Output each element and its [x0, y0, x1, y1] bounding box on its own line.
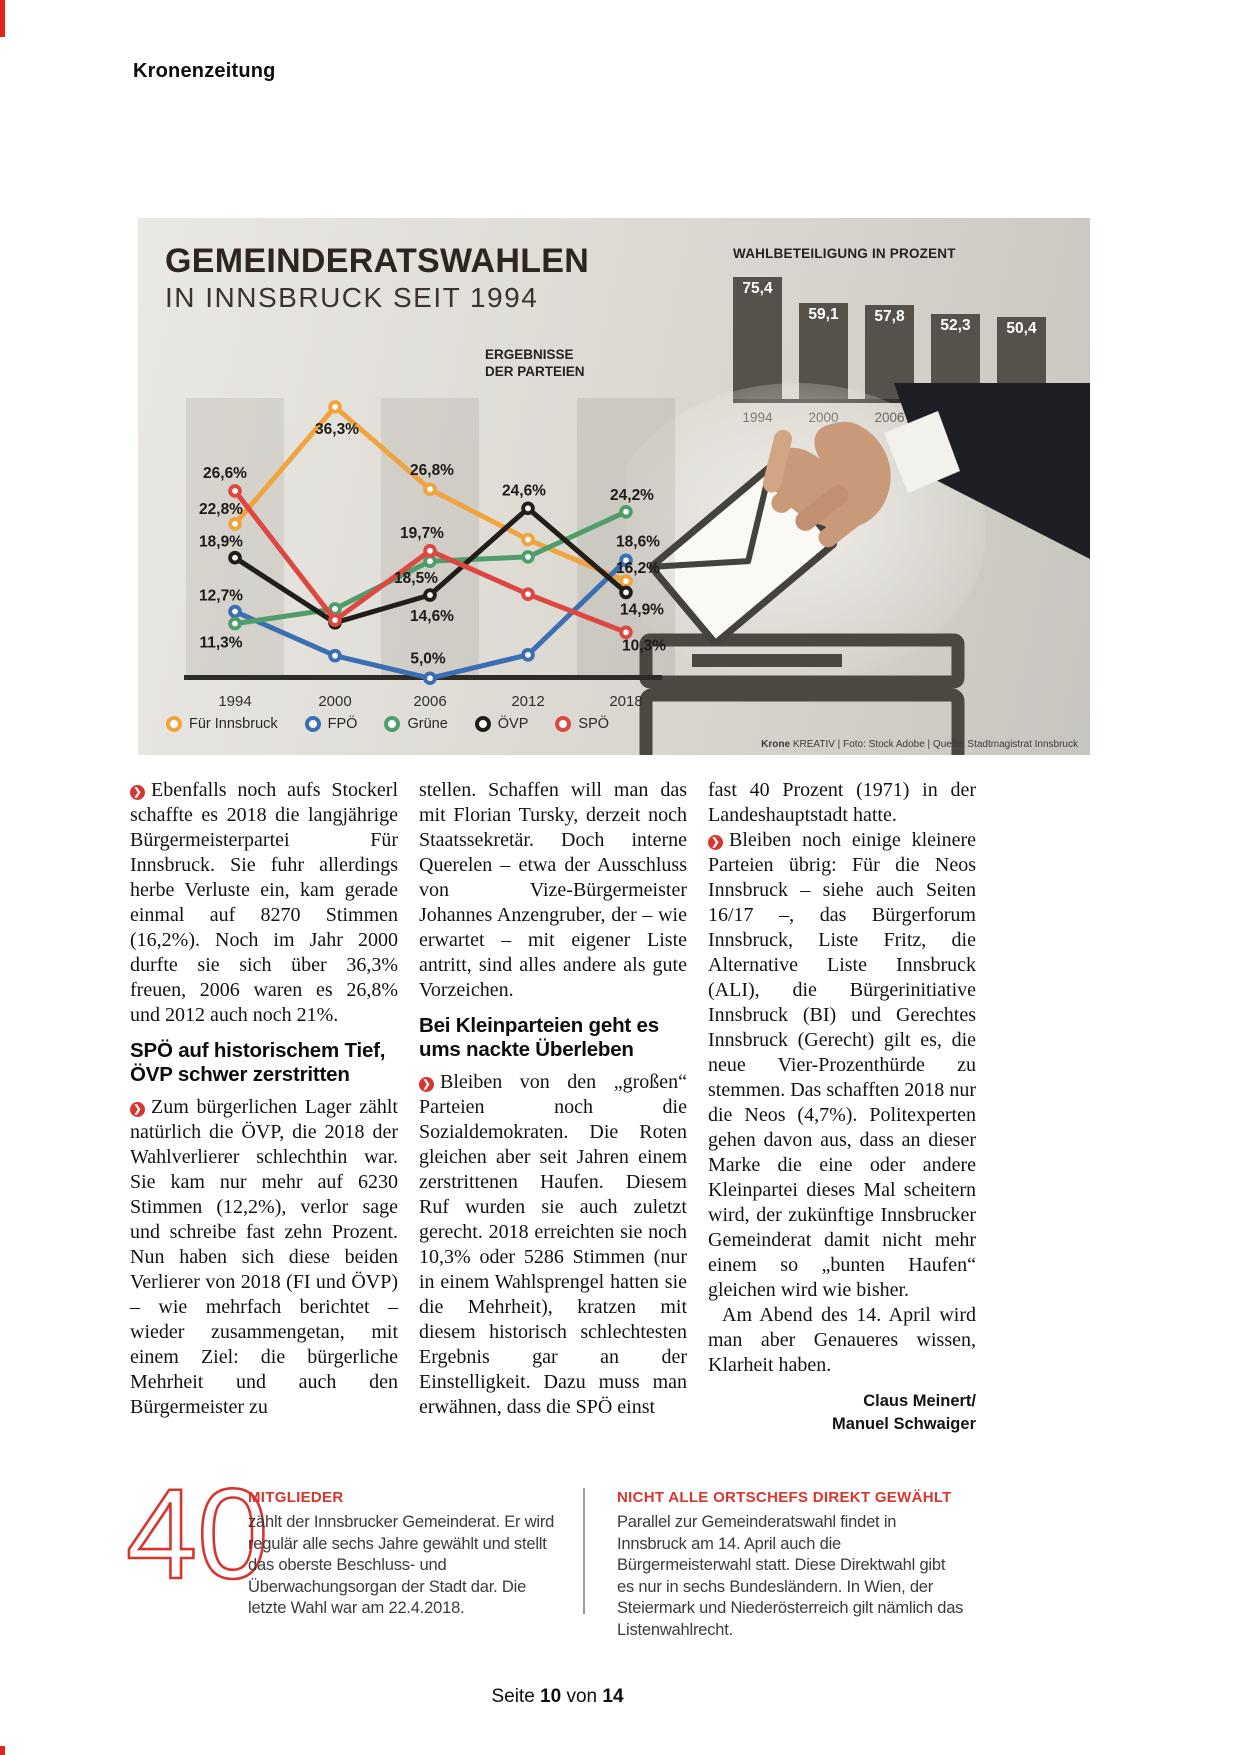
stat-divider [583, 1488, 585, 1614]
page-footer [130, 1686, 985, 1708]
footer-total-number: 14 [602, 1686, 624, 1707]
data-point-center [525, 652, 531, 658]
data-point-center [623, 590, 629, 596]
legend-item [305, 716, 358, 732]
legend-item [384, 716, 447, 732]
value-label: 26,6% [203, 464, 247, 482]
data-point-center [232, 521, 238, 527]
stat-number-graphic [126, 1463, 269, 1606]
legend-label: Grüne [407, 716, 448, 732]
turnout-bar: 52,3 [931, 314, 980, 399]
data-point-center [332, 404, 338, 410]
value-label: 10,3% [622, 637, 666, 655]
data-point-center [623, 509, 629, 515]
turnout-chart-title: WAHLBETEILIGUNG IN PROZENT [733, 246, 956, 261]
data-point-center [232, 555, 238, 561]
value-label: 12,7% [199, 587, 243, 605]
data-point-center [427, 486, 433, 492]
footer-of-word: von [566, 1686, 598, 1707]
data-point-center [623, 629, 629, 635]
article-column-2 [419, 778, 687, 1436]
data-point-center [623, 578, 629, 584]
data-point-center [525, 505, 531, 511]
data-point-center [427, 558, 433, 564]
data-point-center [525, 554, 531, 560]
election-infographic [138, 218, 1090, 755]
data-point-center [232, 609, 238, 615]
article-paragraph: ❯ Zum bürgerlichen Lager zählt natürlich die ÖVP, die 2018 der Wahlverlierer schlechthin war. Sie kam nur mehr auf 6230 Stimmen (12,2%), verlor sage und schreibe fast zehn Prozent. Nun haben sich diese beiden Verlierer von 2018 (FI und ÖVP) – wie mehrfach berichtet – wieder zusammengetan, mit einem Ziel: die bürgerliche Mehrheit und auch den Bürgermeister zu [130, 1096, 398, 1418]
legend-label: SPÖ [578, 716, 610, 732]
axis-year-label: 1994 [218, 693, 252, 710]
data-point-center [332, 653, 338, 659]
value-label: 26,8% [410, 462, 454, 480]
legend-ring-icon [475, 716, 491, 732]
value-label: 19,7% [400, 524, 444, 542]
legend-ring-icon [305, 716, 321, 732]
legend-label: FPÖ [327, 716, 358, 732]
value-label: 24,2% [610, 486, 654, 504]
chart-legend [166, 716, 609, 732]
turnout-bars [733, 275, 1073, 399]
stat-right-text: Parallel zur Gemeinderatswahl findet in Innsbruck am 14. April auch die Bürgermeisterwahl statt. Diese Direktwahl gibt es nur in sechs Bundesländern. In Wien, der Steiermark und Niederösterreich gilt nämlich das Listenwahlrecht. [617, 1513, 964, 1639]
data-point-center [427, 675, 433, 681]
axis-year-label: 2000 [318, 693, 352, 710]
article-paragraph: fast 40 Prozent (1971) in der Landeshauptstadt hatte. [708, 779, 976, 826]
ballot-photo-illustration [626, 383, 1090, 755]
red-bullet-icon: ❯ [419, 1077, 434, 1092]
data-point-center [332, 617, 338, 623]
axis-year-label: 2006 [413, 693, 447, 710]
value-label: 36,3% [315, 420, 359, 438]
legend-item [555, 716, 609, 732]
turnout-bar: 59,1 [799, 303, 848, 399]
party-results-chart [156, 358, 676, 718]
credit-brand: Krone [761, 739, 791, 750]
value-label: 22,8% [199, 500, 243, 518]
legend-label: Für Innsbruck [189, 716, 278, 732]
data-point-center [232, 621, 238, 627]
article-column-3 [708, 778, 976, 1436]
ballot-box-slot [692, 654, 842, 667]
axis-year-label: 2012 [511, 693, 545, 710]
value-label: 18,5% [394, 570, 438, 588]
legend-item [166, 716, 278, 732]
red-bullet-icon: ❯ [130, 1102, 145, 1117]
value-label: 5,0% [410, 650, 446, 668]
footer-page-number: 10 [540, 1686, 562, 1707]
turnout-bar: 75,4 [733, 277, 782, 399]
data-point-center [525, 591, 531, 597]
article-paragraph: stellen. Schaffen will man das mit Florian Tursky, derzeit noch Staatssekretär. Doch interne Querelen – etwa der Ausschluss von Vize-Bürgermeister Johannes Anzengruber, der – wie erwartet – mit eigener Liste antritt, sind alles andere als gute Vorzeichen. [419, 779, 687, 1001]
publication-brand: Kronenzeitung [133, 60, 276, 82]
legend-ring-icon [555, 716, 571, 732]
value-label: 14,6% [410, 608, 454, 626]
red-bullet-icon: ❯ [130, 785, 145, 800]
stat-right-heading: NICHT ALLE ORTSCHEFS DIREKT GEWÄHLT [617, 1489, 952, 1506]
legend-item [475, 716, 529, 732]
stat-number: 40 [126, 1463, 269, 1606]
footer-page-word: Seite [491, 1686, 535, 1707]
credit-line [761, 739, 1078, 750]
article-subhead: Bei Kleinparteien geht es ums nackte Überleben [419, 1014, 659, 1061]
red-crop-mark-bottom [0, 1746, 5, 1755]
red-bullet-icon: ❯ [708, 835, 723, 850]
results-chart-title: ERGEBNISSE DER PARTEIEN [485, 347, 585, 379]
infographic-title-line1: GEMEINDERATSWAHLEN [165, 242, 590, 280]
turnout-bar: 50,4 [997, 317, 1046, 399]
value-label: 14,9% [620, 601, 664, 619]
value-label: 16,2% [616, 560, 660, 578]
value-label: 18,9% [199, 533, 243, 551]
value-label: 11,3% [199, 634, 243, 652]
data-point-center [332, 606, 338, 612]
legend-ring-icon [166, 716, 182, 732]
article-paragraph: Am Abend des 14. April wird man aber Genaueres wissen, Klarheit haben. [708, 1304, 976, 1376]
article-body [130, 778, 985, 1436]
article-byline: Claus Meinert/ Manuel Schwaiger [832, 1392, 976, 1433]
legend-label: ÖVP [497, 716, 529, 732]
data-point-center [525, 537, 531, 543]
stat-left-text: zählt der Innsbrucker Gemeinderat. Er wird regulär alle sechs Jahre gewählt und stellt das oberste Beschluss- und Überwachungsorgan der Stadt dar. Die letzte Wahl war am 22.4.2018. [248, 1513, 555, 1617]
data-point-center [427, 592, 433, 598]
red-crop-mark-top [0, 0, 5, 37]
article-paragraph: ❯ Bleiben noch einige kleinere Parteien übrig: Für die Neos Innsbruck – siehe auch Seiten 16/17 –, das Bürgerforum Innsbruck, Liste Fritz, die Alternative Liste Innsbruck (ALI), die Bürgerinitiative Innsbruck (BI) und Gerechtes Innsbruck (Gerecht) gilt es, die neue Vier-Prozenthürde zu stemmen. Das schafften 2018 nur die Neos (4,7%). Politexperten gehen davon aus, dass an dieser Marke die eine oder andere Kleinpartei dieses Mal scheitern wird, der zukünftige Innsbrucker Gemeinderat damit nicht mehr einem so „bunten Haufen“ gleichen wird wie bisher. [708, 829, 976, 1301]
article-paragraph: ❯ Bleiben von den „großen“ Parteien noch die Sozialdemokraten. Die Roten gleichen aber seit Jahren einem zerstrittenen Haufen. Diesem Ruf wurden sie auch zuletzt gerecht. 2018 erreichten sie noch 10,3% oder 5286 Stimmen (nur in einem Wahlsprengel hatten sie die Mehrheit), kratzen mit diesem historisch schlechtesten Ergebnis gar an der Einstelligkeit. Dazu muss man erwähnen, dass die SPÖ einst [419, 1071, 687, 1418]
value-label: 24,6% [502, 482, 546, 500]
infographic-title-line2: IN INNSBRUCK SEIT 1994 [165, 282, 539, 313]
article-subhead: SPÖ auf historischem Tief, ÖVP schwer zerstritten [130, 1039, 386, 1086]
article-paragraph: ❯ Ebenfalls noch aufs Stockerl schaffte es 2018 die langjährige Bürgermeisterpartei Für Innsbruck. Sie fuhr allerdings herbe Verluste ein, kam gerade einmal auf 8270 Stimmen (16,2%). Noch im Jahr 2000 durfte sie sich über 36,3% freuen, 2006 waren es 26,8% und 2012 auch noch 21%. [130, 779, 398, 1026]
article-column-1 [130, 778, 398, 1436]
data-point-center [232, 488, 238, 494]
data-point-center [427, 548, 433, 554]
axis-year-label: 2018 [609, 693, 643, 710]
credit-text: KREATIV | Foto: Stock Adobe | Quelle: Stadtmagistrat Innsbruck [790, 739, 1078, 750]
value-label: 18,6% [616, 533, 660, 551]
turnout-bar: 57,8 [865, 305, 914, 399]
stat-left-heading: MITGLIEDER [248, 1489, 344, 1506]
legend-ring-icon [384, 716, 400, 732]
